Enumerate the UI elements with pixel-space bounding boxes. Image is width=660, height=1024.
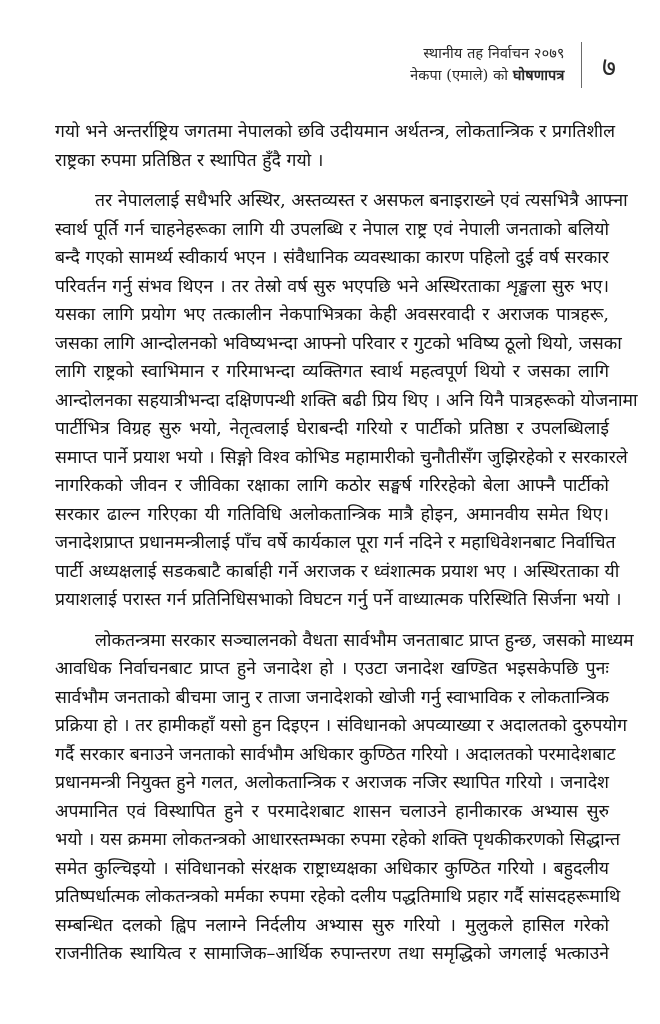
text-line: तर नेपाललाई सधैभरि अस्थिर, अस्तव्यस्त र असफल बनाइराख्ने एवं त्यसभित्रै आफ्ना [95, 191, 628, 211]
text-line: बन्दै गएको सामर्थ्य स्वीकार्य भएन । संवैधानिक व्यवस्थाका कारण पहिलो दुई वर्ष सरकार [55, 248, 609, 268]
header-title-block [410, 44, 564, 87]
running-header [410, 42, 622, 88]
paragraph [55, 187, 638, 615]
text-line: पार्टी अध्यक्षलाई सडकबाटै कार्बाही गर्ने अराजक र ध्वंशात्मक प्रयाश भए । अस्थिरताका यी [55, 561, 620, 582]
text-line: गयो भने अन्तर्राष्ट्रिय जगतमा नेपालको छवि उदीयमान अर्थतन्त्र, लोकतान्त्रिक र प्रगतिशील [55, 122, 616, 142]
text-line: भयो । यस क्रममा लोकतन्त्रको आधारस्तम्भका रुपमा रहेको शक्ति पृथकीकरणको सिद्धान्त [55, 830, 621, 850]
text-line: प्रक्रिया हो । तर हामीकहाँ यसो हुन दिइएन । संविधानको अपव्याख्या र अदालतको दुरुपयोग [55, 716, 627, 736]
text-line: लोकतन्त्रमा सरकार सञ्चालनको वैधता सार्वभौम जनताबाट प्राप्त हुन्छ, जसको माध्यम [95, 630, 634, 651]
text-line: समेत कुल्चिइयो । संविधानको संरक्षक राष्ट्राध्यक्षका अधिकार कुण्ठित गरियो । बहुदलीय [55, 858, 609, 879]
text-line: लागि राष्ट्रको स्वाभिमान र गरिमाभन्दा व्यक्तिगत स्वार्थ महत्वपूर्ण थियो र जसका लागि [55, 362, 609, 382]
text-line: सम्बन्धित दलको ह्विप नलाग्ने निर्दलीय अभ्यास सुरु गरियो । मुलुकले हासिल गरेको [55, 915, 609, 936]
paragraph [55, 118, 616, 175]
text-line: जसका लागि आन्दोलनको भविष्यभन्दा आफ्नो परिवार र गुटको भविष्य ठूलो थियो, जसका [55, 333, 622, 354]
text-line: राजनीतिक स्थायित्व र सामाजिक–आर्थिक रुपान्तरण तथा समृद्धिको जगलाई भत्काउने [55, 944, 609, 964]
header-divider-line [581, 42, 583, 88]
text-line: आन्दोलनका सहयात्रीभन्दा दक्षिणपन्थी शक्ति बढी प्रिय थिए । अनि यिनै पात्रहरूको योजनामा [55, 390, 638, 411]
header-party-name: नेकपा (एमाले) को [410, 67, 513, 84]
text-line: गर्दै सरकार बनाउने जनताको सार्वभौम अधिकार कुण्ठित गरियो । अदालतको परमादेशबाट [55, 744, 616, 765]
text-line: जनादेशप्राप्त प्रधानमन्त्रीलाई पाँच वर्षे कार्यकाल पूरा गर्न नदिने र महाधिवेशनबाट निर्वाचित [55, 533, 616, 553]
text-line: पार्टीभित्र विग्रह सुरु भयो, नेतृत्वलाई घेराबन्दी गरियो र पार्टीको प्रतिष्ठा र उपलब्धिलाई [55, 419, 609, 439]
text-line: आवधिक निर्वाचनबाट प्राप्त हुने जनादेश हो । एउटा जनादेश खण्डित भइसकेपछि पुनः [55, 659, 609, 679]
header-manifesto-word: घोषणापत्र [512, 66, 565, 84]
text-line: समाप्त पार्ने प्रयाश भयो । सिङ्गो विश्व कोभिड महामारीको चुनौतीसँग जुझिरहेको र सरकारले [55, 447, 628, 468]
text-line: नागरिकको जीवन र जीविका रक्षाका लागि कठोर सङ्घर्ष गरिरहेको बेला आफ्नै पार्टीको [55, 476, 609, 496]
text-line: राष्ट्रका रुपमा प्रतिष्ठित र स्थापित हुँदै गयो । [55, 150, 324, 171]
text-line: स्वार्थ पूर्ति गर्न चाहनेहरूका लागि यी उपलब्धि र नेपाल राष्ट्र एवं नेपाली जनताको बलियो [55, 219, 609, 240]
text-line: सरकार ढाल्न गरिएका यी गतिविधि अलोकतान्त्रिक मात्रै होइन, अमानवीय समेत थिए। [55, 504, 609, 525]
text-line: प्रतिष्पर्धात्मक लोकतन्त्रको मर्मका रुपमा रहेको दलीय पद्धतिमाथि प्रहार गर्दै सांसदहरूमाथि [55, 887, 621, 907]
text-line: प्रधानमन्त्री नियुक्त हुने गलत, अलोकतान्त्रिक र अराजक नजिर स्थापित गरियो । जनादेश [55, 773, 609, 793]
header-election-title: स्थानीय तह निर्वाचन २०७९ [423, 45, 565, 62]
header-manifesto-title [410, 65, 564, 87]
paragraph [55, 627, 634, 969]
text-line: परिवर्तन गर्नु संभव थिएन । तर तेस्रो वर्ष सुरु भएपछि भने अस्थिरताका शृङ्खला सुरु भए। [55, 276, 609, 297]
text-line: अपमानित एवं विस्थापित हुने र परमादेशबाट शासन चलाउने हानीकारक अभ्यास सुरु [55, 801, 609, 822]
text-line: सार्वभौम जनताको बीचमा जानु र ताजा जनादेशको खोजी गर्नु स्वाभाविक र लोकतान्त्रिक [55, 687, 609, 708]
document-body [55, 118, 638, 969]
page-number: ७ [601, 51, 617, 83]
text-line: प्रयाशलाई परास्त गर्न प्रतिनिधिसभाको विघटन गर्नु पर्ने वाध्यात्मक परिस्थिति सिर्जना भयो । [55, 590, 622, 610]
text-line: यसका लागि प्रयोग भए तत्कालीन नेकपाभित्रका केही अवसरवादी र अराजक पात्रहरू, [55, 305, 609, 325]
